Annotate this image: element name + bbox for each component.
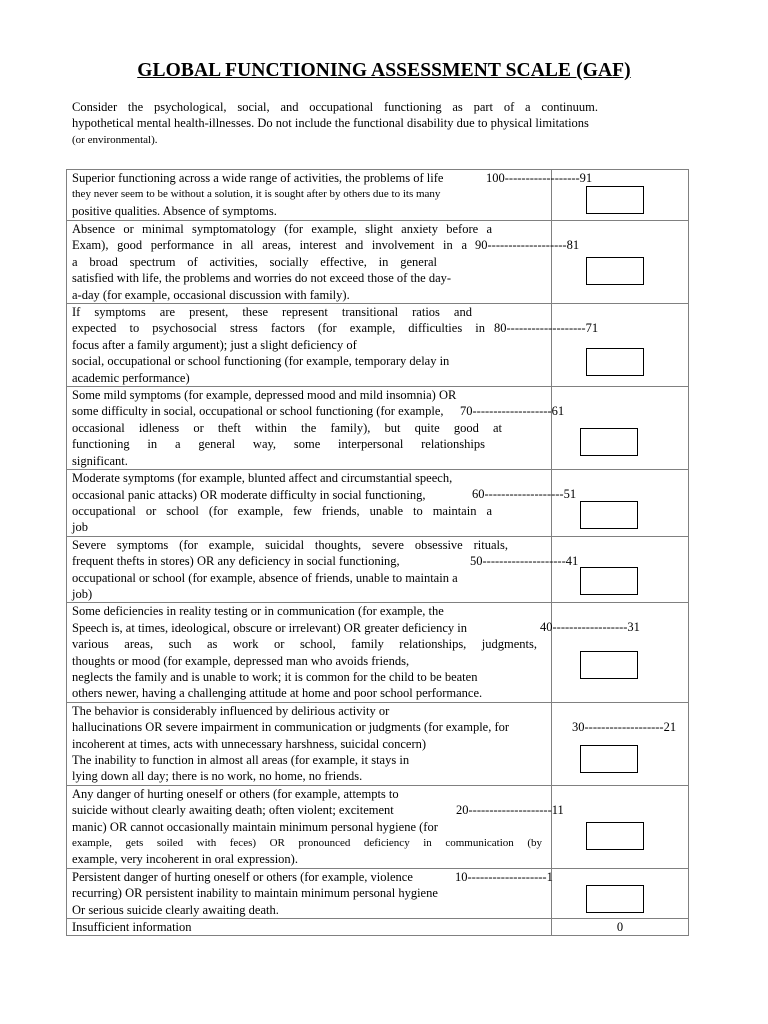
row-description	[67, 536, 579, 603]
score-input-box[interactable]	[580, 428, 638, 456]
row-line: lying down all day; there is no work, no home, no friends.	[72, 769, 363, 784]
row-line: occupational or school (for example, few friends, unable to maintain a	[72, 503, 492, 518]
row-description	[67, 603, 640, 702]
score-cell	[552, 470, 689, 537]
row-line: significant.	[72, 453, 128, 468]
row-line: job)	[72, 586, 93, 601]
score-cell	[552, 702, 689, 785]
row-line: example, gets soiled with feces) OR pronounced deficiency in communication (by	[72, 837, 542, 850]
intro-line: Consider the psychological, social, and occupational functioning as part of a continuum.	[72, 100, 598, 114]
row-line: job	[72, 520, 88, 535]
row-line: recurring) OR persistent inability to maintain minimum personal hygiene	[72, 886, 438, 901]
row-line: example, very incoherent in oral expression).	[72, 852, 298, 867]
row-line: Or serious suicide clearly awaiting death.	[72, 902, 279, 917]
table-row	[67, 387, 689, 470]
score-cell	[552, 170, 689, 221]
gaf-scale-table	[66, 169, 689, 936]
table-row	[67, 470, 689, 537]
score-input-box[interactable]	[586, 822, 644, 850]
intro-line: hypothetical mental health-illnesses. Do not include the functional disability due to physical limitations	[72, 116, 589, 131]
score-range: 20--------------------11	[456, 802, 564, 817]
score-input-box[interactable]	[580, 567, 638, 595]
insufficient-info-value: 0	[616, 920, 624, 935]
row-line: they never seem to be without a solution, it is sought after by others due to its many	[72, 188, 441, 201]
row-line: occupational or school (for example, absence of friends, unable to maintain a	[72, 570, 458, 585]
row-line: Some mild symptoms (for example, depressed mood and mild insomnia) OR	[72, 388, 457, 403]
score-input-box[interactable]	[580, 651, 638, 679]
row-line: academic performance)	[72, 370, 190, 385]
row-line: The inability to function in almost all areas (for example, it stays in	[72, 753, 410, 767]
row-line: Speech is, at times, ideological, obscure or irrelevant) OR greater deficiency in	[72, 620, 467, 635]
score-range: 60-------------------51	[472, 487, 577, 502]
row-line: neglects the family and is unable to work; it is common for the child to be beaten	[72, 669, 478, 684]
score-cell	[552, 868, 689, 918]
score-range: 50--------------------41	[470, 553, 579, 568]
table-row	[67, 221, 689, 304]
row-line: suicide without clearly awaiting death; often violent; excitement	[72, 803, 394, 818]
score-cell	[552, 221, 689, 304]
intro-paragraph	[72, 99, 648, 148]
row-line: manic) OR cannot occasionally maintain minimum personal hygiene (for	[72, 819, 438, 834]
row-line: thoughts or mood (for example, depressed man who avoids friends,	[72, 653, 410, 668]
score-range: 40------------------31	[540, 620, 640, 635]
row-line: various areas, such as work or school, family relationships, judgments,	[72, 637, 537, 652]
row-line: Exam), good performance in all areas, interest and involvement in a	[72, 238, 467, 253]
row-description	[67, 387, 565, 470]
row-description	[67, 702, 677, 785]
row-line: satisfied with life, the problems and worries do not exceed those of the day-	[72, 271, 452, 286]
row-line: positive qualities. Absence of symptoms.	[72, 203, 277, 218]
score-cell	[552, 603, 689, 702]
row-line: expected to psychosocial stress factors (for example, difficulties in	[72, 321, 485, 336]
table-row	[67, 536, 689, 603]
table-row	[67, 785, 689, 868]
score-range: 30-------------------21	[572, 719, 677, 734]
score-input-box[interactable]	[586, 885, 644, 913]
row-line: others newer, having a challenging attitude at home and poor school performance.	[72, 686, 483, 701]
insufficient-info-label: Insufficient information	[72, 920, 192, 935]
row-description	[67, 170, 593, 221]
score-range: 70-------------------61	[460, 404, 565, 419]
score-range: 80-------------------71	[494, 321, 599, 336]
row-line: occasional panic attacks) OR moderate difficulty in social functioning,	[72, 487, 426, 502]
score-cell	[552, 304, 689, 387]
score-input-box[interactable]	[586, 186, 644, 214]
row-line: occasional idleness or theft within the family), but quite good at	[72, 420, 502, 435]
score-cell	[552, 387, 689, 470]
table-row	[67, 868, 689, 918]
row-description	[67, 470, 577, 537]
row-description	[67, 785, 564, 868]
score-input-box[interactable]	[586, 348, 644, 376]
score-input-box[interactable]	[586, 257, 644, 285]
row-line: Superior functioning across a wide range of activities, the problems of life	[72, 171, 444, 185]
row-line: Moderate symptoms (for example, blunted affect and circumstantial speech,	[72, 471, 453, 486]
row-line: social, occupational or school functioning (for example, temporary delay in	[72, 354, 450, 369]
score-range: 10-------------------1	[455, 869, 553, 884]
score-cell	[552, 785, 689, 868]
row-line: The behavior is considerably influenced by delirious activity or	[72, 703, 390, 718]
row-line: a broad spectrum of activities, socially effective, in general	[72, 254, 437, 269]
intro-line: (or environmental).	[72, 133, 158, 146]
row-line: Severe symptoms (for example, suicidal thoughts, severe obsessive rituals,	[72, 537, 508, 552]
row-line: Persistent danger of hurting oneself or others (for example, violence	[72, 869, 413, 884]
table-row	[67, 304, 689, 387]
row-line: some difficulty in social, occupational or school functioning (for example,	[72, 404, 444, 419]
row-line: functioning in a general way, some interpersonal relationships	[72, 437, 485, 452]
row-description	[67, 221, 580, 304]
score-range: 100------------------91	[486, 171, 593, 185]
row-description	[67, 868, 552, 918]
score-cell	[552, 536, 689, 603]
table-row	[67, 170, 689, 221]
insufficient-info-value-cell	[552, 919, 689, 936]
row-line: frequent thefts in stores) OR any deficiency in social functioning,	[72, 554, 400, 569]
page-title: GLOBAL FUNCTIONING ASSESSMENT SCALE (GAF)	[137, 60, 631, 81]
table-row	[67, 603, 689, 702]
row-line: Some deficiencies in reality testing or in communication (for example, the	[72, 604, 444, 619]
row-line: Absence or minimal symptomatology (for example, slight anxiety before a	[72, 222, 492, 236]
row-line: a-day (for example, occasional discussion with family).	[72, 287, 350, 302]
row-line: If symptoms are present, these represent transitional ratios and	[72, 305, 472, 320]
score-range: 90-------------------81	[475, 238, 580, 252]
table-row	[67, 702, 689, 785]
row-description	[67, 304, 599, 387]
table-row	[67, 919, 689, 936]
row-line: incoherent at times, acts with unnecessary harshness, suicidal concern)	[72, 736, 427, 751]
insufficient-info-label-cell	[67, 919, 552, 936]
row-line: Any danger of hurting oneself or others (for example, attempts to	[72, 786, 399, 801]
row-line: focus after a family argument); just a slight deficiency of	[72, 337, 357, 352]
score-input-box[interactable]	[580, 745, 638, 773]
score-input-box[interactable]	[580, 501, 638, 529]
row-line: hallucinations OR severe impairment in communication or judgments (for example, for	[72, 720, 510, 735]
